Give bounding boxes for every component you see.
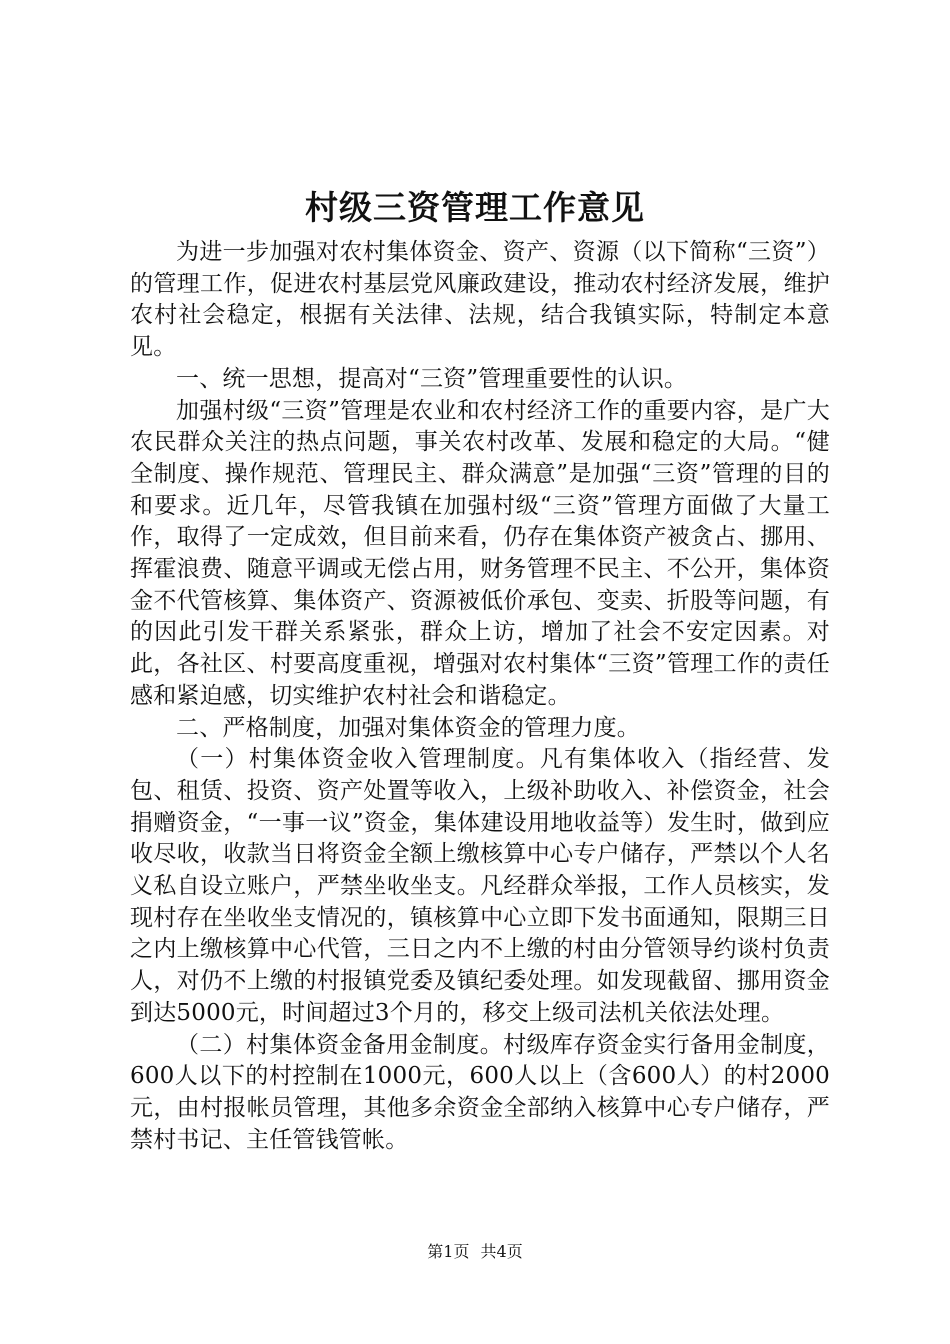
page-total: 共4页	[480, 1242, 523, 1261]
page-footer	[0, 1241, 950, 1263]
paragraph-subsection-2: （二）村集体资金备用金制度。村级库存资金实行备用金制度，600人以下的村控制在1000元，600人以上（含600人）的村2000元，由村报帐员管理，其他多余资金全部纳入核算中心专户储存，严禁村书记、主任管钱管帐。	[130, 1031, 830, 1153]
document-title: 村级三资管理工作意见	[305, 188, 645, 227]
paragraph-section-1: 加强村级“三资”管理是农业和农村经济工作的重要内容，是广大农民群众关注的热点问题，事关农村改革、发展和稳定的大局。“健全制度、操作规范、管理民主、群众满意”是加强“三资”管理的目的和要求。近几年，尽管我镇在加强村级“三资”管理方面做了大量工作，取得了一定成效，但目前来看，仍存在集体资产被贪占、挪用、挥霍浪费、随意平调或无偿占用，财务管理不民主、不公开，集体资金不代管核算、集体资产、资源被低价承包、变卖、折股等问题，有的因此引发干群关系紧张，群众上访，增加了社会不安定因素。对此，各社区、村要高度重视，增强对农村集体“三资”管理工作的责任感和紧迫感，切实维护农村社会和谐稳定。	[130, 397, 830, 709]
paragraph-intro: 为进一步加强对农村集体资金、资产、资源（以下简称“三资”）的管理工作，促进农村基层党风廉政建设，推动农村经济发展，维护农村社会稳定，根据有关法律、法规，结合我镇实际，特制定本意见。	[130, 239, 830, 361]
section-heading-2: 二、严格制度，加强对集体资金的管理力度。	[176, 714, 640, 741]
section-heading-1: 一、统一思想，提高对“三资”管理重要性的认识。	[176, 365, 688, 392]
document-body	[130, 237, 830, 1156]
paragraph-subsection-1: （一）村集体资金收入管理制度。凡有集体收入（指经营、发包、租赁、投资、资产处置等收入，上级补助收入、补偿资金，社会捐赠资金，“一事一议”资金，集体建设用地收益等）发生时，做到应收尽收，收款当日将资金全额上缴核算中心专户储存，严禁以个人名义私自设立账户，严禁坐收坐支。凡经群众举报，工作人员核实，发现村存在坐收坐支情况的，镇核算中心立即下发书面通知，限期三日之内上缴核算中心代管，三日之内不上缴的村由分管领导约谈村负责人，对仍不上缴的村报镇党委及镇纪委处理。如发现截留、挪用资金到达5000元，时间超过3个月的，移交上级司法机关依法处理。	[130, 746, 830, 1026]
page-number: 第1页	[427, 1242, 470, 1261]
